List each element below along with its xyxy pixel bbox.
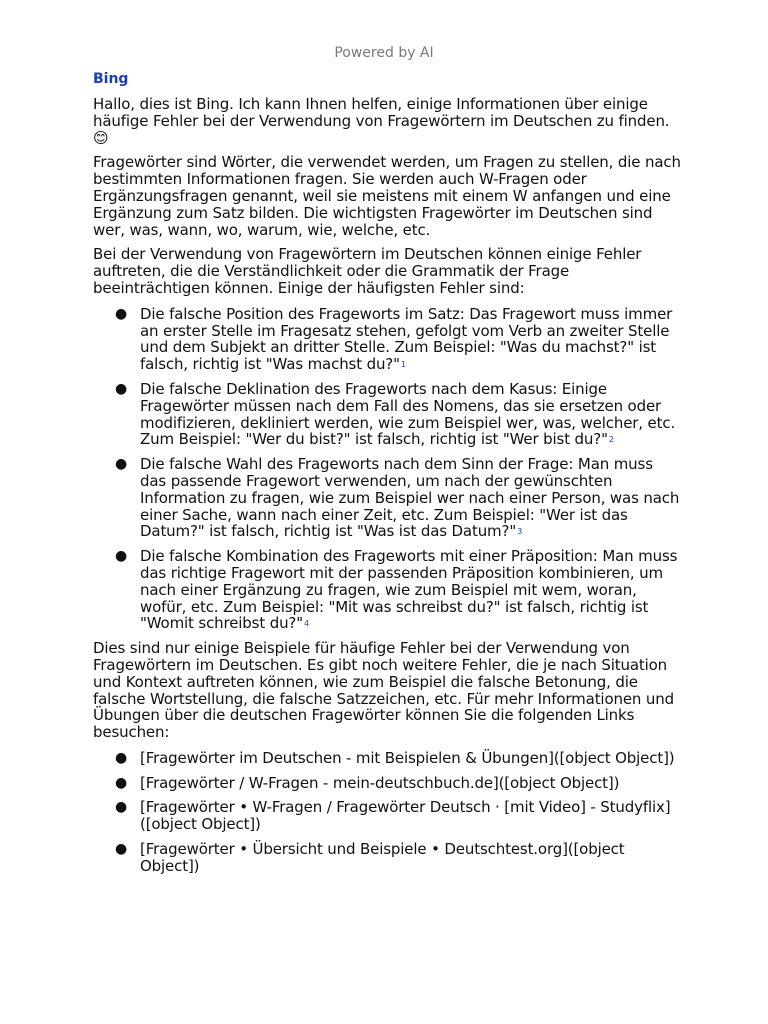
citation-link[interactable]: 4 xyxy=(304,619,309,629)
list-item xyxy=(93,799,683,833)
citation-link[interactable]: 3 xyxy=(517,527,523,537)
link-text[interactable]: [Fragewörter / W-Fragen - mein-deutschbuch.de]([object Object]) xyxy=(140,773,620,792)
list-item-text: Die falsche Deklination des Frageworts nach dem Kasus: Einige Fragewörter müssen nach dem Fall des Nomens, das sie ersetzen oder modifizieren, dekliniert werden, wie zum Beispiel wer, was, welcher, etc. Zum Beispiel: "Wer du bist?" ist falsch, richtig ist "Wer bist du?" xyxy=(140,379,676,449)
list-item xyxy=(93,750,683,767)
errors-list xyxy=(93,306,683,632)
outro-paragraph: Dies sind nur einige Beispiele für häufige Fehler bei der Verwendung von Fragewörtern im Deutschen. Es gibt noch weitere Fehler, die je nach Situation und Kontext auftreten können, wie zum Beispiel die falsche Betonung, die falsche Wortstellung, die falsche Satzzeichen, etc. Für mehr Informationen und Übungen über die deutschen Fragewörter können Sie die folgenden Links besuchen: xyxy=(93,639,674,742)
link-text[interactable]: [Fragewörter • W-Fragen / Fragewörter Deutsch · [mit Video] - Studyflix]([object Object]) xyxy=(140,798,671,834)
bullet-icon: ● xyxy=(115,380,128,397)
definition-paragraph: Fragewörter sind Wörter, die verwendet werden, um Fragen zu stellen, die nach bestimmten Informationen fragen. Sie werden auch W-Fragen oder Ergänzungsfragen genannt, weil sie meistens mit einem W anfangen und eine Ergänzung zum Satz bilden. Die wichtigsten Fragewörter im Deutschen sind wer, was, wann, wo, warum, wie, welche, etc. xyxy=(93,153,681,239)
citation-link[interactable]: 1 xyxy=(400,360,406,370)
bullet-icon: ● xyxy=(115,799,128,816)
link-text[interactable]: [Fragewörter im Deutschen - mit Beispielen & Übungen]([object Object]) xyxy=(140,748,675,767)
link-text[interactable]: [Fragewörter • Übersicht und Beispiele • Deutschtest.org]([object Object]) xyxy=(140,840,625,875)
links-list xyxy=(93,750,683,875)
list-item xyxy=(93,548,683,632)
list-item-text: Die falsche Kombination des Frageworts mit einer Präposition: Man muss das richtige Fragewort mit der passenden Präposition kombinieren, um nach einer Ergänzung zu fragen, wie zum Beispiel mit wem, woran, wofür, etc. Zum Beispiel: "Mit was schreibst du?" ist falsch, richtig ist "Womit schreibst du?" xyxy=(140,547,678,633)
list-item xyxy=(93,456,683,540)
author-label: Bing xyxy=(93,71,129,87)
bullet-icon: ● xyxy=(115,548,128,565)
bullet-icon: ● xyxy=(115,305,128,322)
powered-by-label: Powered by AI xyxy=(334,45,434,61)
bullet-icon: ● xyxy=(115,749,128,766)
bullet-icon: ● xyxy=(115,456,128,473)
list-item-text: Die falsche Position des Frageworts im Satz: Das Fragewort muss immer an erster Stelle im Fragesatz stehen, gefolgt vom Verb an zweiter Stelle und dem Subjekt an dritter Stelle. Zum Beispiel: "Was du machst?" ist falsch, richtig ist "Was machst du?" xyxy=(140,304,673,374)
bullet-icon: ● xyxy=(115,774,128,791)
citation-link[interactable]: 2 xyxy=(608,435,614,445)
list-item-text: Die falsche Wahl des Frageworts nach dem Sinn der Frage: Man muss das passende Fragewort verwenden, um nach der gewünschten Information zu fragen, wie zum Beispiel wer nach einer Person, was nach einer Sache, wann nach einer Zeit, etc. Zum Beispiel: "Wer ist das Datum?" ist falsch, richtig ist "Was ist das Datum?" xyxy=(140,455,680,541)
list-item xyxy=(93,306,683,373)
list-item xyxy=(93,841,683,875)
list-item xyxy=(93,381,683,448)
intro-paragraph: Hallo, dies ist Bing. Ich kann Ihnen helfen, einige Informationen über einige häufige Fehler bei der Verwendung von Fragewörtern im Deutschen zu finden. 😊 xyxy=(93,95,670,147)
bullet-icon: ● xyxy=(115,841,128,858)
message-body xyxy=(93,96,683,875)
list-item xyxy=(93,775,683,792)
errors-intro-paragraph: Bei der Verwendung von Fragewörtern im Deutschen können einige Fehler auftreten, die die Verständlichkeit oder die Grammatik der Frage beeinträchtigen können. Einige der häufigsten Fehler sind: xyxy=(93,245,642,297)
chat-message xyxy=(93,44,683,883)
